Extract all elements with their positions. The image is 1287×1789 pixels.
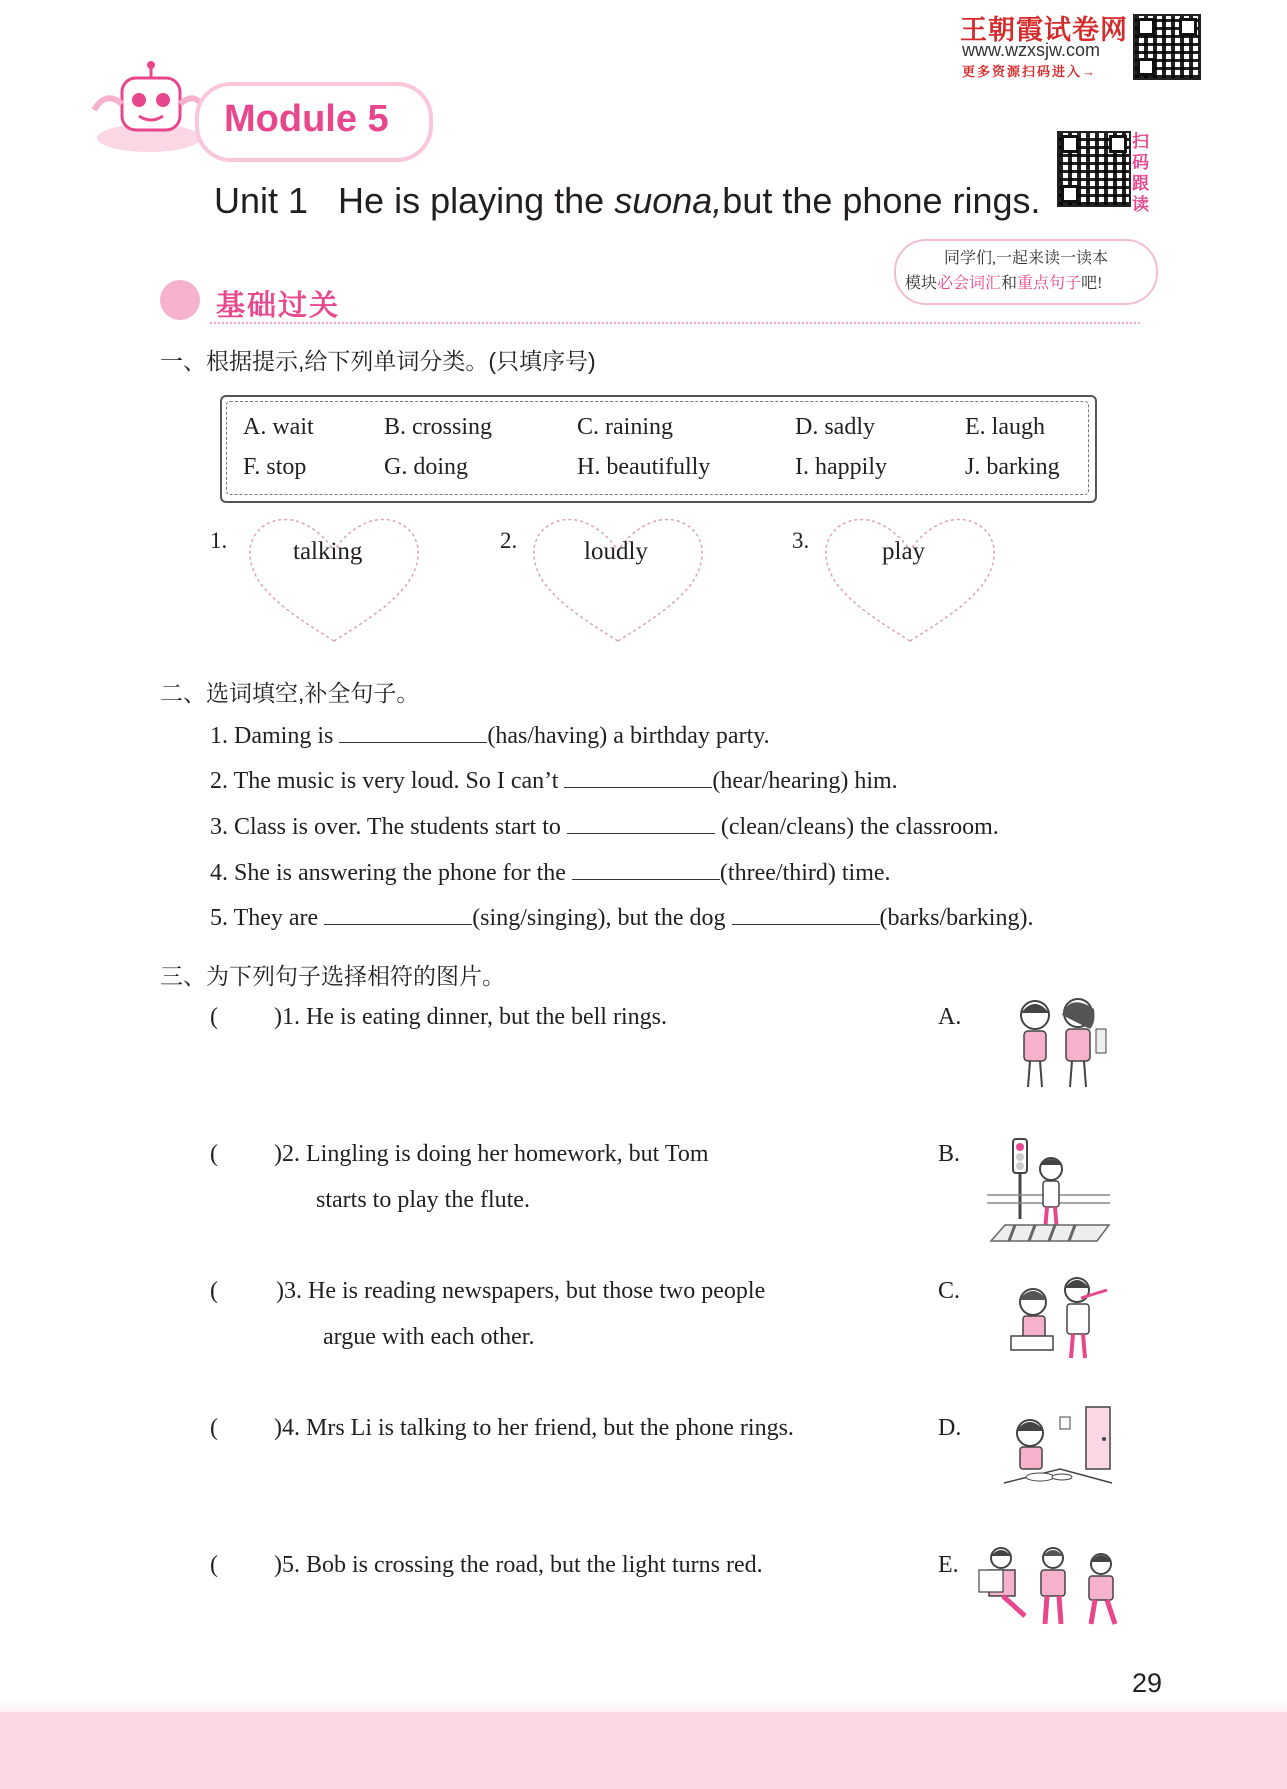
answer-paren-close: ) [274,1004,282,1030]
watermark-more: 更多资源扫码进入→ [962,64,1098,79]
word-option: B. crossing [384,414,492,440]
sentence-text: (three/third) time. [719,860,891,886]
match-item [210,1552,763,1579]
section-title: 基础过关 [216,290,341,322]
watermark-title: 王朝霞试卷网 [960,15,1128,45]
unit-label: Unit 1 [214,180,309,221]
answer-paren-close: ) [274,1552,282,1578]
sentence-text: 4. She is answering the phone for the [210,860,572,886]
match-sentence-cont: starts to play the flute. [316,1187,530,1213]
answer-paren-open[interactable]: ( [210,1552,218,1578]
picture-letter: D. [938,1415,962,1441]
fill-sentence [210,765,898,795]
answer-blank[interactable] [564,765,712,788]
answer-paren-open[interactable]: ( [210,1141,218,1167]
module-label: Module 5 [224,98,389,140]
sentence-text: (has/having) a birthday party. [487,723,770,749]
picture-c-homework-and-flute[interactable] [1005,1272,1110,1362]
word-option: J. barking [965,454,1060,480]
match-sentence-cont: argue with each other. [323,1324,535,1350]
sentence-text: 3. Class is over. The students start to [210,814,567,840]
picture-b-boy-crossing-road[interactable] [985,1135,1115,1250]
heart-category-label: talking [293,538,363,565]
heart-category-label: play [882,538,926,565]
part2-heading: 二、选词填空,补全句子。 [160,680,420,706]
part1-heading: 一、根据提示,给下列单词分类。(只填序号) [160,348,596,374]
answer-paren-open[interactable]: ( [210,1278,218,1304]
sentence-text: (hear/hearing) him. [712,768,898,794]
word-option: A. wait [243,414,314,440]
match-sentence: 3. He is reading newspapers, but those two people [284,1278,766,1304]
sentence-text: 2. The music is very loud. So I can’t [210,768,565,794]
picture-letter: B. [938,1141,961,1167]
answer-blank[interactable] [339,720,487,743]
word-option: E. laugh [965,414,1045,440]
answer-paren-open[interactable]: ( [210,1004,218,1030]
bubble-text: 吧! [1081,275,1103,292]
sentence-text: (sing/singing), but the dog [472,905,732,931]
word-option: C. raining [577,414,673,440]
unit-title [214,180,1041,222]
match-sentence: 4. Mrs Li is talking to her friend, but the phone rings. [282,1415,794,1441]
answer-blank[interactable] [324,902,472,925]
picture-e-newspaper-and-arguing[interactable] [975,1540,1135,1630]
word-option: I. happily [795,454,887,480]
answer-blank[interactable] [572,857,720,880]
word-option: D. sadly [795,414,875,440]
match-item [210,1004,667,1031]
word-option: H. beautifully [577,454,711,480]
answer-blank[interactable] [567,811,715,834]
answer-blank[interactable] [732,902,880,925]
picture-d-eating-dinner-doorbell[interactable] [1000,1403,1115,1503]
scan-follow-read-label [1132,131,1154,215]
watermark-qr-icon[interactable] [1133,14,1201,80]
scan-label-char: 跟 [1132,174,1149,193]
match-item [210,1278,765,1305]
heart-shape-icon[interactable] [528,515,708,645]
fill-sentence [210,720,770,750]
sentence-text: 5. They are [210,905,325,931]
heart-number: 2. [500,528,518,553]
scan-label-char: 码 [1132,153,1149,172]
sentence-text: (barks/barking). [879,905,1034,931]
match-sentence: 1. He is eating dinner, but the bell rings. [282,1004,667,1030]
robot-mascot-icon [84,60,209,160]
section-divider [210,322,1140,324]
match-sentence: 2. Lingling is doing her homework, but Tom [282,1141,709,1167]
match-sentence: 5. Bob is crossing the road, but the light turns red. [282,1552,763,1578]
part3-heading: 三、为下列句子选择相符的图片。 [160,963,505,989]
picture-letter: E. [938,1552,959,1578]
heart-number: 3. [792,528,810,553]
bubble-highlight: 必会词汇 [937,275,1002,292]
heart-category-label: loudly [584,538,648,565]
footer-band [0,1712,1287,1789]
answer-paren-open[interactable]: ( [210,1415,218,1441]
answer-paren-close: ) [276,1278,284,1304]
heart-number: 1. [210,528,228,553]
fill-sentence [210,857,891,887]
picture-a-two-girls-talking[interactable] [1000,993,1112,1093]
watermark-url[interactable]: www.wzxsjw.com [962,40,1101,60]
word-option: G. doing [384,454,468,480]
bubble-text: 和 [1001,275,1018,292]
fill-sentence [210,811,999,841]
unit-title-before: He is playing the [338,180,615,221]
page-number: 29 [1132,1668,1163,1698]
match-item [210,1415,794,1442]
bubble-line-1: 同学们,一起来读一读本 [944,250,1109,267]
heart-shape-icon[interactable] [244,515,424,645]
answer-paren-close: ) [274,1141,282,1167]
girl-avatar-icon [160,280,200,320]
fill-sentence [210,902,1033,932]
sentence-text: (clean/cleans) the classroom. [714,814,999,840]
scan-label-char: 扫 [1132,132,1149,151]
bubble-line-2 [905,270,1102,293]
bubble-text: 模块 [905,275,938,292]
scan-label-char: 读 [1132,195,1149,214]
heart-shape-icon[interactable] [820,515,1000,645]
word-option: F. stop [243,454,307,480]
picture-letter: C. [938,1278,961,1304]
match-item [210,1141,709,1168]
sentence-text: 1. Daming is [210,723,340,749]
unit-title-italic: suona, [614,180,723,221]
answer-paren-close: ) [274,1415,282,1441]
unit-title-after: but the phone rings. [722,180,1041,221]
picture-letter: A. [938,1004,962,1030]
bubble-highlight: 重点句子 [1017,275,1082,292]
follow-read-qr-icon[interactable] [1057,131,1131,207]
